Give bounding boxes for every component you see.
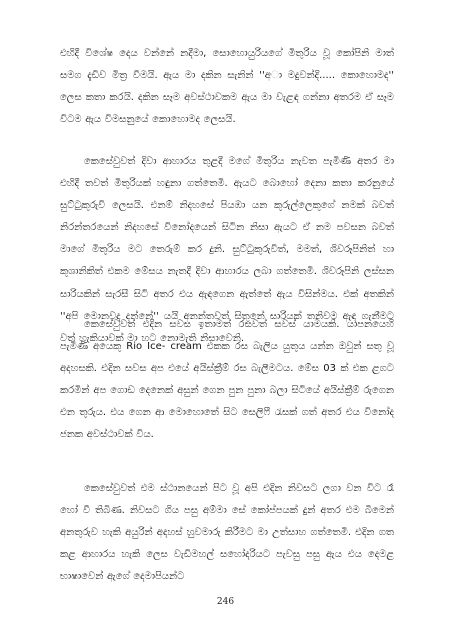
paragraph-1: එහිදී විශේෂ දෙය වන්නේ නදීමා, සොහොයුරියගේ මිතුරිය වූ කෝපිනි මාත් සමග දැඩිව මිත්‍ර වීමයි. ඇය මා දකින සැනින් ''අා මදුවන්දි..... කොහොමද'' ලෙස කතා කරයි. දකින සෑම අවස්ථාවකම ඇය මා වැළඳ ගන්නා අතරම ඒ සෑම විටම ඇය විමසනුයේ කොහොමද ලෙසයි. xyxy=(60,48,394,126)
page-number: 246 xyxy=(216,597,235,607)
paragraph-4: කෙසේවුවත් එම ස්ථානයෙන් පිට වූ අපි එදින නිවසට ලගා වන විට රෑ හෝ වී තිබිණ. නිවසට ගිය පසු අම්මා සේ කෝප්පයක් දුන් අතර එම බීමෙන් අනතුරුව හැකි අයුරින් අදහස් හුවමාරු කිරීමට මා උත්සාහ ගත්තෙමි. එදින ගත කළ ආහාරය හැකි ලෙස වැඩිමහල් සහෝදරියට පැවසු පසු ඇය එය දෙමළ භාෂාවෙන් ඇගේ දෙමාපියන්ට xyxy=(60,483,394,583)
paragraph-2: කෙසේවුවත් දිවා ආහාරය තුළදී මගේ මිතුරිය නැවත පැමිණි අතර මා එහිදී තවත් මිතුරියක් හඳුනා ගත්තෙමි. ඇයට බොහෝ දෙනා කතා කරනුයේ සුට්ටුකුරුවි ලෙසයි. එනම් නිදහසේ පියඹා යන කුරුල්ලෙකුගේ නමක් බවත් නිරන්තරයෙන් නිදහසේ විනෝදයෙන් සිටින නිසා ඇයට ඒ නම පවසන බවත් මාගේ මිතුරිය මට තෙරුම් කර දුනි. සුට්ටුකුරුවිත්, මමත්, ශිවරූපිනිත් හා කුශානිකිත් එකම මේසය නැතදී දිවා ආහාරය ලබා ගත්තෙමි. ශිවරූපිනි ලස්සන සාරියකින් සැරසී සිටි අතර එය ඇඳගෙන ඇත්තේ ඇය විසින්මය. එක් අතකින් ''අපි මොනවද දන්නේ'' යයි අනන්තවත් සිතුනේ සාරියක් තනිවම ඇඳ ගැනීමට වත් හැකියාවක් මා හට නොමැති නිසාවෙනි. xyxy=(60,156,394,344)
paragraph-3: කෙසේවුවත් එදින සවස ඉතාමත් රසවත් සවස් යාමයකි. යාපනයෙහි පැමිණි අයෙකු Rio Ice- cream එකක රස බැලිය යුතුය යන්න ඔවුන් සතු වූ අදහසකි. එදින සවස අප එයේ අයිස්ක්‍රීම් රස බැලීමටය. මේස 03 ක් එක ළගට කරමින් අප ගොඩ දෙනෙක් අසුන් ගෙන පුන පුනා බලා සිටියේ අයිස්ක්‍රීම් රුගෙන එන තුරුය. එය ගෙන ආ මොහොතේ සිට සෙලිෆී රැසක් ගත් අතර එය විනෝද ජනක අවස්ථාවක් විය. xyxy=(60,319,394,441)
